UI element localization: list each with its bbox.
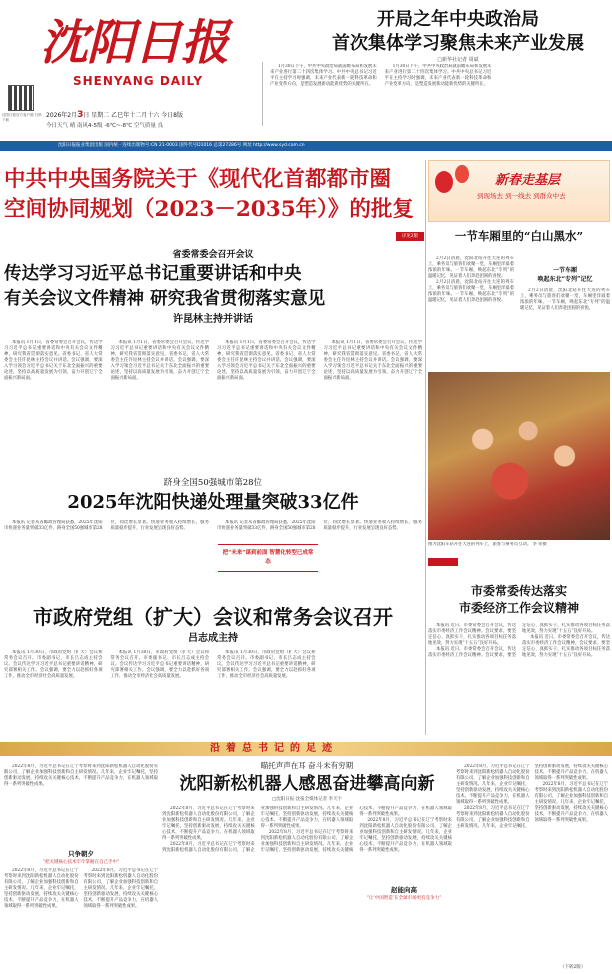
express-story[interactable] [4, 476, 422, 516]
lantern-icon-2 [455, 165, 469, 183]
edition-count: 今日8版 [161, 112, 183, 119]
council-headline: 市政府党组（扩大）会议和常务会议召开 [33, 605, 393, 629]
feature-banner-title [210, 742, 338, 756]
meeting-headline-line2: 有关会议文件精神 研究我省贯彻落实意见 [4, 289, 326, 309]
standing-headline-1: 市委常委传达落实 [470, 584, 567, 598]
feature-body-mid: 2022年8月，习近平总书记在辽宁考察时来到沈阳新松机器人自动化股份有限公司，了解企业加强科技创新和自主研发情况。几年来，企业牢记嘱托，坚持创新驱动发展，持续攻关关键核心技术，不断提升产品竞争力，在机器人领域取得一系列突破性成果。 2022年8月，习近平总书记在辽宁考察时来到沈阳新松机器人自动化股份有限公司，了解企业加强科技创新和自主研发情况。几年来，企业牢记嘱托，坚持创新驱动发展，持续攻关关键核心技术，不断提升产品竞争力，在机器人领域取得一系列突破性成果。 2022年8月，习近平总书记在辽宁考察时来到沈阳新松机器人自动化股份有限公司，了解企业加强科技创新和自主研发情况。几年来，企业牢记嘱托，坚持创新驱动发展，持续攻关关键核心技术，不断提升产品竞争力，在机器人领域取得一系列突破性成果。 2022年8月，习近平总书记在辽宁考察时来到沈阳新松机器人自动化股份有限公司，了解企业加强科技创新和自主研发情况。几年来，企业牢记嘱托，坚持创新驱动发展，持续攻关关键核心技术，不断提升产品竞争力，在机器人领域取得一系列突破性成果。 [162, 806, 452, 853]
date-day: 3 [77, 110, 84, 120]
issue-info: 2026年2月3日 星期二 乙巳年十二月十六 今日8版 [46, 110, 183, 120]
standing-headline-2: 市委经济工作会议精神 [458, 601, 579, 615]
newyear-subtitle: 到现场去 到一线去 到群众中去 [477, 192, 566, 200]
express-kicker: 跻身全国50强城市第28位 [163, 478, 263, 488]
newyear-title: 新春走基层 [495, 173, 561, 188]
logo [40, 12, 230, 92]
top-byline: □新华社记者 周斌 [437, 57, 479, 63]
lead-tag[interactable]: 详见2版 [396, 232, 424, 241]
logo-cn: 沈阳日报 [40, 15, 229, 71]
lead-headline[interactable] [4, 165, 424, 225]
lead-headline-line1: 中共中央国务院关于《现代化首都都市圈 [4, 167, 392, 192]
meeting-headline-line1: 传达学习习近平总书记重要讲话和中央 [4, 264, 302, 284]
feature-subhead-left [4, 850, 158, 866]
standing-body: 本报讯 近日，市委常委会召开会议，传达落实市委经济工作会议精神。会议要求，要坚定信心、真抓实干，扎实推动各项目标任务落地见效，努力实现“十五五”良好开局。 本报讯 近日，市委常委会召开会议，传达落实市委经济工作会议精神。会议要求，要坚定信心、真抓实干，扎实推动各项目标任务落地见效，努力实现“十五五”良好开局。 本报讯 近日，市委常委会召开会议，传达落实市委经济工作会议精神。会议要求，要坚定信心、真抓实干，扎实推动各项目标任务落地见效，努力实现“十五五”良好开局。 [428, 623, 610, 658]
train-caption: 图为沈阳车站开往大连的列车上，旅客与乘务员互动。 李 伟摄 [428, 542, 547, 547]
meeting-host: 许昆林主持并讲话 [173, 314, 253, 325]
feature-sub-right-2: “让‘中国智造’在全球市场更有竞争力” [366, 896, 442, 901]
council-story[interactable] [4, 603, 422, 647]
feature-story[interactable] [162, 760, 452, 804]
standing-story[interactable] [428, 583, 610, 617]
feature-kicker: 瞄托声声在耳 奋斗未有穷期 [260, 761, 354, 770]
inset-box-text: 把“未来”谋到前面 智慧化转型已成常态 [222, 550, 314, 565]
lantern-icon [435, 171, 453, 193]
qr-code[interactable] [8, 85, 34, 111]
feature-sub-left: 只争朝夕 [68, 850, 94, 858]
logo-en: SHENYANG DAILY [73, 74, 204, 88]
feature-more[interactable]: （下转2版） [560, 965, 586, 970]
masthead [0, 0, 612, 129]
top-story-body: 1月30日下午，中共中央政治局就前瞻布局和发展未来产业进行第二十四次集体学习。中共中央总书记习近平在主持学习时强调，未来产业代表新一轮科技革命和产业变革方向，是塑造发展新动能新优势的关键所在。 1月30日下午，中共中央政治局就前瞻布局和发展未来产业进行第二十四次集体学习。中共中央总书记习近平在主持学习时强调，未来产业代表新一轮科技革命和产业变革方向，是塑造发展新动能新优势的关键所在。 [270, 64, 492, 87]
feature-byline: □沈阳日报·沈报全媒体记者 李天宇 [271, 797, 343, 802]
feature-body-right: 2022年8月，习近平总书记在辽宁考察时来到沈阳新松机器人自动化股份有限公司，了解企业加强科技创新和自主研发情况。几年来，企业牢记嘱托，坚持创新驱动发展，持续攻关关键核心技术，不断提升产品竞争力，在机器人领域取得一系列突破性成果。 2022年8月，习近平总书记在辽宁考察时来到沈阳新松机器人自动化股份有限公司，了解企业加强科技创新和自主研发情况。几年来，企业牢记嘱托，坚持创新驱动发展，持续攻关关键核心技术，不断提升产品竞争力，在机器人领域取得一系列突破性成果。 2022年8月，习近平总书记在辽宁考察时来到沈阳新松机器人自动化股份有限公司，了解企业加强科技创新和自主研发情况。几年来，企业牢记嘱托，坚持创新驱动发展，持续攻关关键核心技术，不断提升产品竞争力，在机器人领域取得一系列突破性成果。 [456, 764, 608, 829]
express-inset-box [218, 544, 318, 572]
feature-body-left: 2022年8月，习近平总书记在辽宁考察时来到沈阳新松机器人自动化股份有限公司，了解企业加强科技创新和自主研发情况。几年来，企业牢记嘱托，坚持创新驱动发展，持续攻关关键核心技术，不断提升产品竞争力，在机器人领域取得一系列突破性成果。 [4, 764, 158, 787]
council-host: 吕志成主持 [188, 633, 238, 644]
feature-sub-left-2: “把关键核心技术牢牢掌握在自己手中” [42, 860, 120, 865]
train-body-right: 2月2日清晨，沈阳北站开往大连的列车上，乘务员与旅客们欢聚一堂，车厢里洋溢着浓浓的年味。一节车厢，唤起东北“专列”的温暖记忆，见证着人们奔赴团圆的喜悦。 [520, 288, 610, 311]
feature-banner-title-1: 沿着总书记的足迹 [210, 743, 338, 754]
train-headline: 一节车厢里的“白山黑水” [454, 229, 584, 243]
lead-headline-line2: 空间协同规划（2023－2035年）》的批复 [4, 197, 414, 222]
train-sub-1: 一节车厢 [552, 267, 577, 274]
photo-label [428, 558, 458, 566]
train-body-left: 2月2日清晨，沈阳北站开往大连的列车上，乘务员与旅客们欢聚一堂，车厢里洋溢着浓浓的年味。一节车厢，唤起东北“专列”的温暖记忆，见证着人们奔赴团圆的喜悦。 2月2日清晨，沈阳北站开往大连的列车上，乘务员与旅客们欢聚一堂，车厢里洋溢着浓浓的年味。一节车厢，唤起东北“专列”的温暖记忆，见证着人们奔赴团圆的喜悦。 [428, 256, 514, 303]
train-sub-2: 唤起东北“专列”记忆 [537, 276, 593, 283]
feature-sub-right: 赵能向高 [391, 886, 417, 894]
weekday: 星期二 [91, 112, 110, 119]
feature-headline: 沈阳新松机器人感恩奋进攀高向新 [179, 774, 435, 794]
train-subhead [520, 266, 610, 284]
weather: 今日天气 晴 南风4-5级 -6℃~-8℃ 空气质量 良 [46, 123, 164, 129]
info-bar-text: 沈阳日报报业集团出版 国内统一连续出版物号:CN 21-0003 国外代号D1016 总第27286号 网址 http://www.syd.com.cn [58, 143, 305, 148]
top-headline-line1: 开局之年中央政治局 [377, 9, 539, 30]
express-body: 本报讯 记者从省邮政管理局获悉，2025年沈阳市快递业务量突破33亿件，跻身全国50强城市第28位，同比增长显著。快递业务收入持续增长，服务质量稳步提升，行业发展呈现良好态势。 本报讯 记者从省邮政管理局获悉，2025年沈阳市快递业务量突破33亿件，跻身全国50强城市第28位，同比增长显著。快递业务收入持续增长，服务质量稳步提升，行业发展呈现良好态势。 [4, 520, 422, 531]
right-column-divider [425, 160, 426, 735]
council-body: 本报讯 1月30日，市政府党组（扩大）会议和常务会议召开。市委副书记、市长吕志成主持会议。会议传达学习习近平总书记重要讲话精神，研究部署相关工作。会议强调，要全力以赴抓好各项工作，推动全市经济社会高质量发展。 本报讯 1月30日，市政府党组（扩大）会议和常务会议召开。市委副书记、市长吕志成主持会议。会议传达学习习近平总书记重要讲话精神，研究部署相关工作。会议强调，要全力以赴抓好各项工作，推动全市经济社会高质量发展。 本报讯 1月30日，市政府党组（扩大）会议和常务会议召开。市委副书记、市长吕志成主持会议。会议传达学习习近平总书记重要讲话精神，研究部署相关工作。会议强调，要全力以赴抓好各项工作，推动全市经济社会高质量发展。 [4, 650, 316, 679]
feature-body-left-2: 2022年8月，习近平总书记在辽宁考察时来到沈阳新松机器人自动化股份有限公司，了解企业加强科技创新和自主研发情况。几年来，企业牢记嘱托，坚持创新驱动发展，持续攻关关键核心技术，不断提升产品竞争力，在机器人领域取得一系列突破性成果。 2022年8月，习近平总书记在辽宁考察时来到沈阳新松机器人自动化股份有限公司，了解企业加强科技创新和自主研发情况。几年来，企业牢记嘱托，坚持创新驱动发展，持续攻关关键核心技术，不断提升产品竞争力，在机器人领域取得一系列突破性成果。 [4, 868, 158, 909]
train-story[interactable] [428, 228, 610, 244]
feature-banner [0, 742, 612, 756]
meeting-story[interactable] [4, 248, 422, 328]
meeting-body: 本报讯 1月1日，省委常委会召开会议，传达学习习近平总书记重要讲话和中央有关会议文件精神，研究我省贯彻落实意见。省委书记、省人大常委会主任许昆林主持会议并讲话。会议强调，要深入学习领会习近平总书记关于东北全面振兴的重要论述，坚持以高质量发展为引领，奋力开创辽宁全面振兴新局面。 本报讯 1月1日，省委常委会召开会议，传达学习习近平总书记重要讲话和中央有关会议文件精神，研究我省贯彻落实意见。省委书记、省人大常委会主任许昆林主持会议并讲话。会议强调，要深入学习领会习近平总书记关于东北全面振兴的重要论述，坚持以高质量发展为引领，奋力开创辽宁全面振兴新局面。 本报讯 1月1日，省委常委会召开会议，传达学习习近平总书记重要讲话和中央有关会议文件精神，研究我省贯彻落实意见。省委书记、省人大常委会主任许昆林主持会议并讲话。会议强调，要深入学习领会习近平总书记关于东北全面振兴的重要论述，坚持以高质量发展为引领，奋力开创辽宁全面振兴新局面。 本报讯 1月1日，省委常委会召开会议，传达学习习近平总书记重要讲话和中央有关会议文件精神，研究我省贯彻落实意见。省委书记、省人大常委会主任许昆林主持会议并讲话。会议强调，要深入学习领会习近平总书记关于东北全面振兴的重要论述，坚持以高质量发展为引领，奋力开创辽宁全面振兴新局面。 [4, 340, 422, 381]
train-photo [428, 372, 610, 540]
newyear-banner[interactable] [428, 160, 610, 222]
top-headline[interactable] [308, 8, 608, 65]
meeting-kicker: 省委常委会召开会议 [172, 250, 254, 260]
date: 2026年2月 [46, 112, 78, 119]
feature-subhead-right [356, 886, 452, 902]
top-headline-line2: 首次集体学习聚焦未来产业发展 [332, 33, 584, 54]
info-bar [0, 141, 612, 151]
top-divider [262, 62, 263, 126]
lunar-date: 乙巳年十二月十六 [111, 112, 160, 119]
express-headline: 2025年沈阳快递处理量突破33亿件 [67, 492, 359, 513]
qr-caption: 沈阳日报官方客户端 扫码下载 [2, 113, 42, 122]
